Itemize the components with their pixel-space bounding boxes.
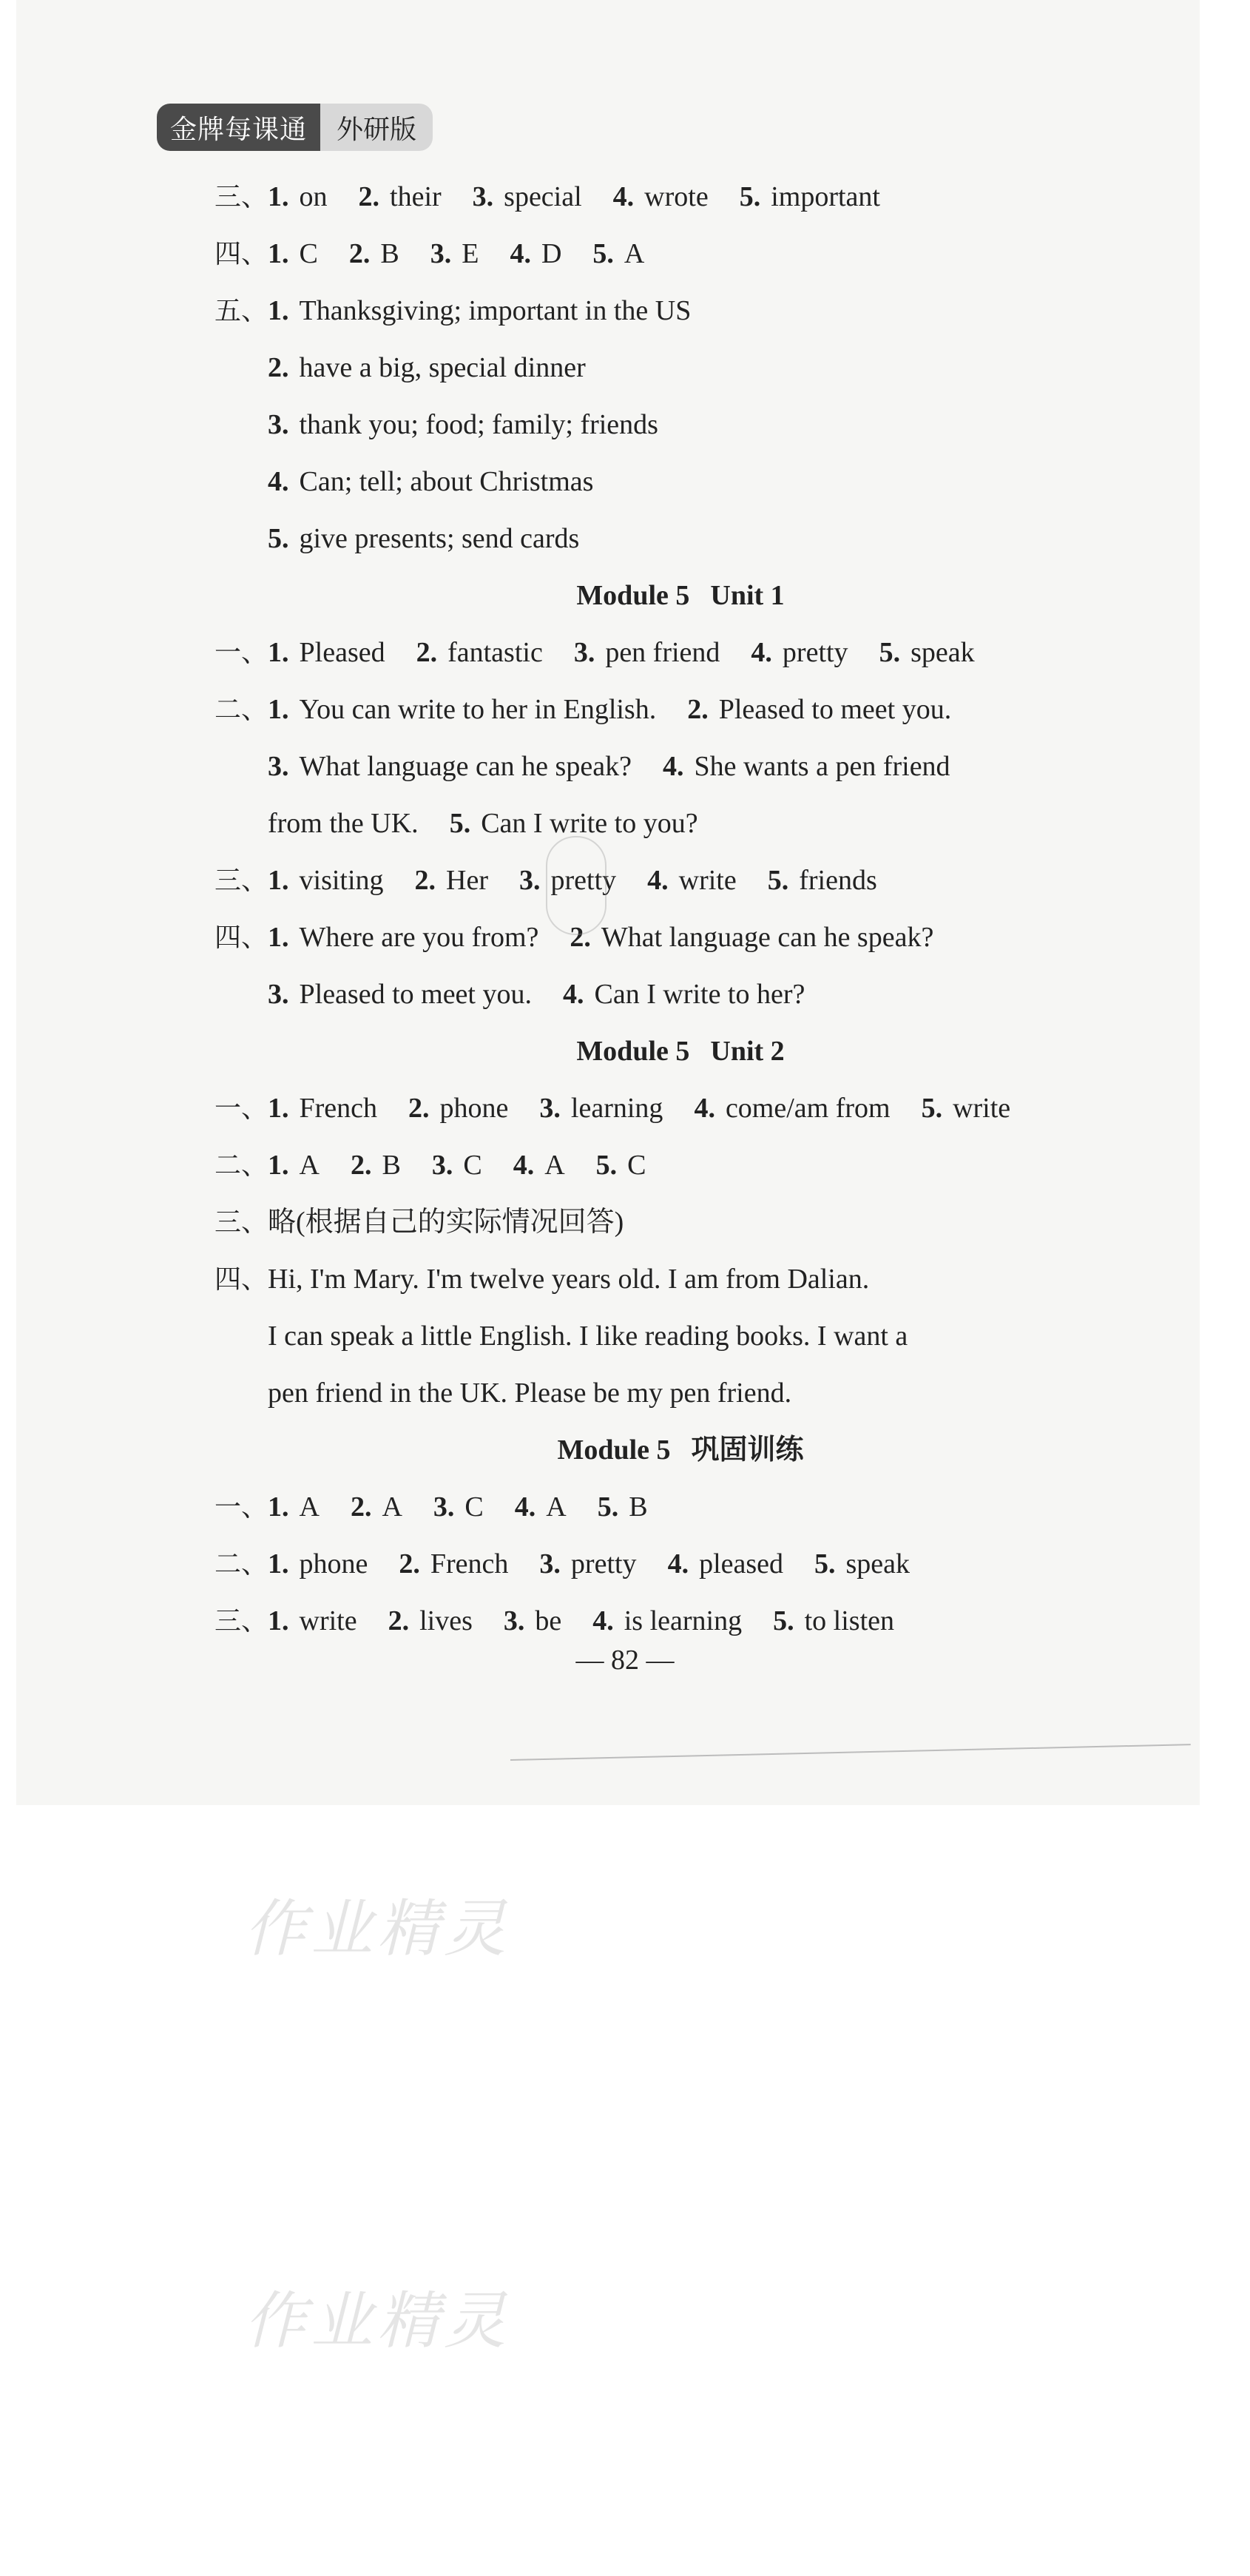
answer-line [214, 624, 1146, 681]
section-label: 二、 [214, 1549, 268, 1579]
item-answer: speak [845, 1548, 911, 1579]
item-number: 1. [268, 1491, 289, 1523]
answer-item [351, 1150, 401, 1181]
item-answer: write [953, 1093, 1011, 1124]
answer-line [214, 1308, 1146, 1365]
answer-line [214, 1536, 1146, 1593]
item-answer: lives [419, 1605, 473, 1636]
item-number: 3. [573, 637, 595, 668]
item-answer: I can speak a little English. I like reading books. I want a [268, 1321, 908, 1352]
answer-item [268, 1321, 908, 1352]
item-number: 1. [268, 865, 289, 896]
answer-item [388, 1605, 473, 1636]
answer-item [268, 1548, 368, 1579]
item-number: 4. [612, 181, 635, 212]
item-answer: pretty [570, 1548, 637, 1579]
item-number: 2. [268, 352, 289, 383]
answer-line [214, 454, 1146, 510]
answer-item [592, 1605, 742, 1636]
item-answer: friends [799, 865, 877, 896]
item-answer: You can write to her in English. [299, 694, 657, 725]
item-answer: have a big, special dinner [299, 352, 586, 383]
item-answer: to listen [804, 1605, 894, 1636]
item-number: 1. [268, 238, 289, 269]
item-number: 5. [921, 1093, 943, 1124]
page-number: — 82 — [575, 1645, 675, 1676]
answer-item [268, 865, 384, 896]
answer-item [359, 181, 442, 212]
answer-item [268, 808, 419, 839]
item-number: 4. [513, 1150, 535, 1181]
item-number: 4. [751, 637, 772, 668]
item-number: 2. [350, 1150, 372, 1181]
answer-item [432, 1150, 482, 1181]
item-answer: A [382, 1491, 402, 1523]
answer-content [214, 169, 1146, 1650]
section-label: 五、 [214, 296, 268, 326]
item-number: 3. [503, 1605, 525, 1636]
item-answer: their [390, 181, 442, 212]
item-number: 2. [570, 922, 591, 953]
item-number: 2. [358, 181, 380, 212]
answer-line [214, 1365, 1146, 1422]
section-label: 二、 [214, 695, 268, 725]
item-answer: French [430, 1548, 509, 1579]
item-number: 1. [268, 295, 289, 326]
item-answer: Pleased to meet you. [718, 694, 952, 725]
item-answer: pen friend [605, 637, 720, 668]
answer-item [268, 694, 656, 725]
answer-line [214, 1251, 1146, 1308]
answer-item [268, 1150, 320, 1181]
answer-line [214, 681, 1146, 738]
item-answer: French [299, 1093, 378, 1124]
item-answer: Can I write to you? [481, 808, 698, 839]
answer-item [268, 1093, 377, 1124]
item-number: 3. [433, 1491, 455, 1523]
item-answer: write [299, 1605, 357, 1636]
item-answer: write [678, 865, 737, 896]
answer-item [596, 1150, 646, 1181]
item-answer: D [541, 238, 562, 269]
item-number: 1. [268, 1605, 289, 1636]
answer-item [399, 1548, 508, 1579]
item-answer: be [535, 1605, 562, 1636]
answer-item [268, 1378, 791, 1409]
item-number: 1. [268, 1548, 289, 1579]
item-number: 5. [773, 1605, 794, 1636]
answer-item [922, 1093, 1011, 1124]
item-number: 2. [388, 1605, 410, 1636]
answer-item [268, 181, 328, 212]
item-answer: from the UK. [268, 808, 419, 839]
item-number: 3. [431, 1150, 453, 1181]
answer-line [214, 510, 1146, 567]
item-answer: learning [570, 1093, 663, 1124]
edition-label: 外研版 [320, 104, 433, 151]
item-number: 1. [268, 1150, 289, 1181]
item-number: 5. [449, 808, 471, 839]
module-heading [214, 1422, 1146, 1479]
section-label: 三、 [214, 866, 268, 896]
item-answer: A [624, 238, 645, 269]
item-answer: give presents; send cards [299, 523, 580, 554]
answer-item [473, 181, 582, 212]
answer-item [694, 1093, 890, 1124]
answer-line [214, 397, 1146, 454]
answer-item [598, 1491, 648, 1523]
answer-item [268, 238, 318, 269]
item-answer: B [380, 238, 399, 269]
watermark-stamp [546, 836, 607, 935]
answer-item [647, 865, 737, 896]
section-label: 一、 [214, 1093, 268, 1124]
answer-line [214, 795, 1146, 852]
item-number: 3. [268, 979, 289, 1010]
answer-item [430, 238, 479, 269]
answer-line [214, 340, 1146, 397]
answer-item [740, 181, 880, 212]
item-answer: Where are you from? [299, 922, 539, 953]
answer-item [268, 466, 593, 497]
item-answer: Pleased [299, 637, 385, 668]
item-answer: come/am from [725, 1093, 891, 1124]
answer-item [268, 1605, 357, 1636]
item-answer: important [771, 181, 880, 212]
item-answer: Hi, I'm Mary. I'm twelve years old. I am from Dalian. [268, 1264, 870, 1295]
section-label: 一、 [214, 638, 268, 668]
answer-item [570, 922, 933, 953]
item-number: 2. [414, 865, 436, 896]
item-number: 4. [514, 1491, 536, 1523]
answer-item [504, 1605, 561, 1636]
answer-line [214, 852, 1146, 909]
answer-line [214, 738, 1146, 795]
watermark-text: 作业精灵 [244, 2285, 511, 2357]
answer-item [268, 922, 538, 953]
answer-item [592, 238, 644, 269]
item-answer: B [629, 1491, 648, 1523]
section-label: 三、 [214, 1606, 268, 1636]
item-number: 1. [268, 181, 289, 212]
answer-item [349, 238, 399, 269]
answer-item [268, 1491, 320, 1523]
item-number: 5. [597, 1491, 619, 1523]
section-label: 三、 [214, 1207, 268, 1238]
item-number: 3. [519, 865, 541, 896]
item-number: 3. [539, 1093, 561, 1124]
item-answer: phone [439, 1093, 509, 1124]
section-label: 一、 [214, 1492, 268, 1523]
answer-item [768, 865, 877, 896]
answer-item [268, 751, 632, 782]
answer-item [268, 352, 586, 383]
brand-label: 金牌每课通 [157, 104, 320, 151]
answer-item [613, 181, 709, 212]
answer-item [513, 1150, 565, 1181]
item-answer: C [627, 1150, 646, 1181]
section-label: 四、 [214, 1264, 268, 1295]
answer-item [433, 1491, 484, 1523]
item-number: 3. [268, 751, 289, 782]
item-answer: She wants a pen friend [694, 751, 950, 782]
item-answer: pen friend in the UK. Please be my pen friend. [268, 1378, 792, 1409]
answer-line [214, 283, 1146, 340]
answer-item [351, 1491, 402, 1523]
answer-item [268, 295, 691, 326]
module-heading [214, 567, 1146, 624]
item-number: 5. [767, 865, 789, 896]
item-answer: on [299, 181, 328, 212]
item-number: 3. [472, 181, 494, 212]
unit-title: 巩固训练 [691, 1434, 804, 1466]
answer-item [268, 979, 532, 1010]
item-number: 2. [348, 238, 371, 269]
item-answer: A [546, 1491, 567, 1523]
item-number: 4. [662, 751, 684, 782]
item-answer: special [504, 181, 582, 212]
item-number: 1. [268, 637, 289, 668]
item-number: 2. [408, 1093, 430, 1124]
item-number: 4. [647, 865, 669, 896]
answer-item [268, 1264, 869, 1295]
module-title: Module 5 [576, 580, 690, 611]
item-answer: fantastic [447, 637, 543, 668]
answer-item [751, 637, 848, 668]
item-answer: pleased [699, 1548, 784, 1579]
answer-item [773, 1605, 894, 1636]
item-number: 2. [687, 694, 709, 725]
item-number: 4. [562, 979, 584, 1010]
item-number: 5. [739, 181, 761, 212]
answer-item [814, 1548, 910, 1579]
item-number: 2. [350, 1491, 372, 1523]
item-answer: Her [446, 865, 489, 896]
answer-item [563, 979, 805, 1010]
item-answer: pretty [782, 637, 848, 668]
book-header [157, 102, 433, 152]
item-answer: C [463, 1150, 482, 1181]
item-number: 5. [879, 637, 901, 668]
answer-item [539, 1548, 636, 1579]
item-number: 4. [268, 466, 289, 497]
item-answer: C [299, 238, 318, 269]
item-answer: Thanksgiving; important in the US [299, 295, 692, 326]
item-number: 1. [268, 922, 289, 953]
item-answer: Pleased to meet you. [299, 979, 532, 1010]
item-answer: What language can he speak? [601, 922, 934, 953]
item-answer: Can; tell; about Christmas [299, 466, 594, 497]
item-number: 2. [416, 637, 438, 668]
item-number: 4. [592, 1605, 614, 1636]
item-number: 5. [814, 1548, 836, 1579]
item-answer: A [544, 1150, 565, 1181]
item-answer: B [382, 1150, 401, 1181]
section-label: 三、 [214, 182, 268, 212]
answer-item [415, 865, 488, 896]
item-answer: E [462, 238, 479, 269]
section-label: 四、 [214, 923, 268, 953]
answer-line [214, 966, 1146, 1023]
item-answer: Can I write to her? [594, 979, 805, 1010]
answer-item [510, 238, 561, 269]
item-number: 4. [667, 1548, 689, 1579]
answer-item [416, 637, 543, 668]
item-answer: is learning [624, 1605, 743, 1636]
item-answer: thank you; food; family; friends [299, 409, 658, 440]
answer-line [214, 1080, 1146, 1137]
item-number: 4. [510, 238, 531, 269]
unit-title: Unit 1 [710, 580, 785, 611]
answer-line [214, 909, 1146, 966]
item-answer: wrote [644, 181, 709, 212]
item-answer: A [299, 1491, 320, 1523]
answer-item [574, 637, 720, 668]
item-number: 5. [592, 238, 614, 269]
item-answer: speak [911, 637, 975, 668]
item-answer: phone [299, 1548, 368, 1579]
answer-line [214, 169, 1146, 226]
module-heading [214, 1023, 1146, 1080]
module-title: Module 5 [576, 1036, 690, 1067]
watermark-text: 作业精灵 [244, 1892, 511, 1965]
item-number: 1. [268, 694, 289, 725]
item-number: 3. [430, 238, 452, 269]
answer-line [214, 1194, 1146, 1251]
answer-item [668, 1548, 783, 1579]
answer-item [663, 751, 950, 782]
item-number: 5. [595, 1150, 618, 1181]
item-answer: pretty [550, 865, 617, 896]
section-label: 二、 [214, 1150, 268, 1181]
answer-line [214, 1137, 1146, 1194]
answer-item [879, 637, 975, 668]
answer-line [214, 226, 1146, 283]
answer-item [450, 808, 698, 839]
item-number: 4. [694, 1093, 715, 1124]
unit-title: Unit 2 [710, 1036, 785, 1067]
answer-item [268, 409, 658, 440]
section-label: 四、 [214, 239, 268, 269]
item-answer: visiting [299, 865, 384, 896]
item-number: 2. [399, 1548, 420, 1579]
item-number: 1. [268, 1093, 289, 1124]
answer-item [268, 523, 579, 554]
answer-item [268, 1207, 624, 1238]
answer-item [539, 1093, 663, 1124]
item-number: 3. [539, 1548, 561, 1579]
item-answer: What language can he speak? [299, 751, 632, 782]
item-answer: 略(根据自己的实际情况回答) [268, 1207, 624, 1238]
answer-line [214, 1593, 1146, 1650]
answer-item [687, 694, 951, 725]
module-title: Module 5 [557, 1434, 671, 1466]
answer-item [268, 637, 385, 668]
answer-item [515, 1491, 567, 1523]
item-number: 3. [268, 409, 289, 440]
item-answer: C [464, 1491, 484, 1523]
item-answer: A [299, 1150, 320, 1181]
item-number: 5. [268, 523, 289, 554]
answer-line [214, 1479, 1146, 1536]
answer-item [408, 1093, 508, 1124]
